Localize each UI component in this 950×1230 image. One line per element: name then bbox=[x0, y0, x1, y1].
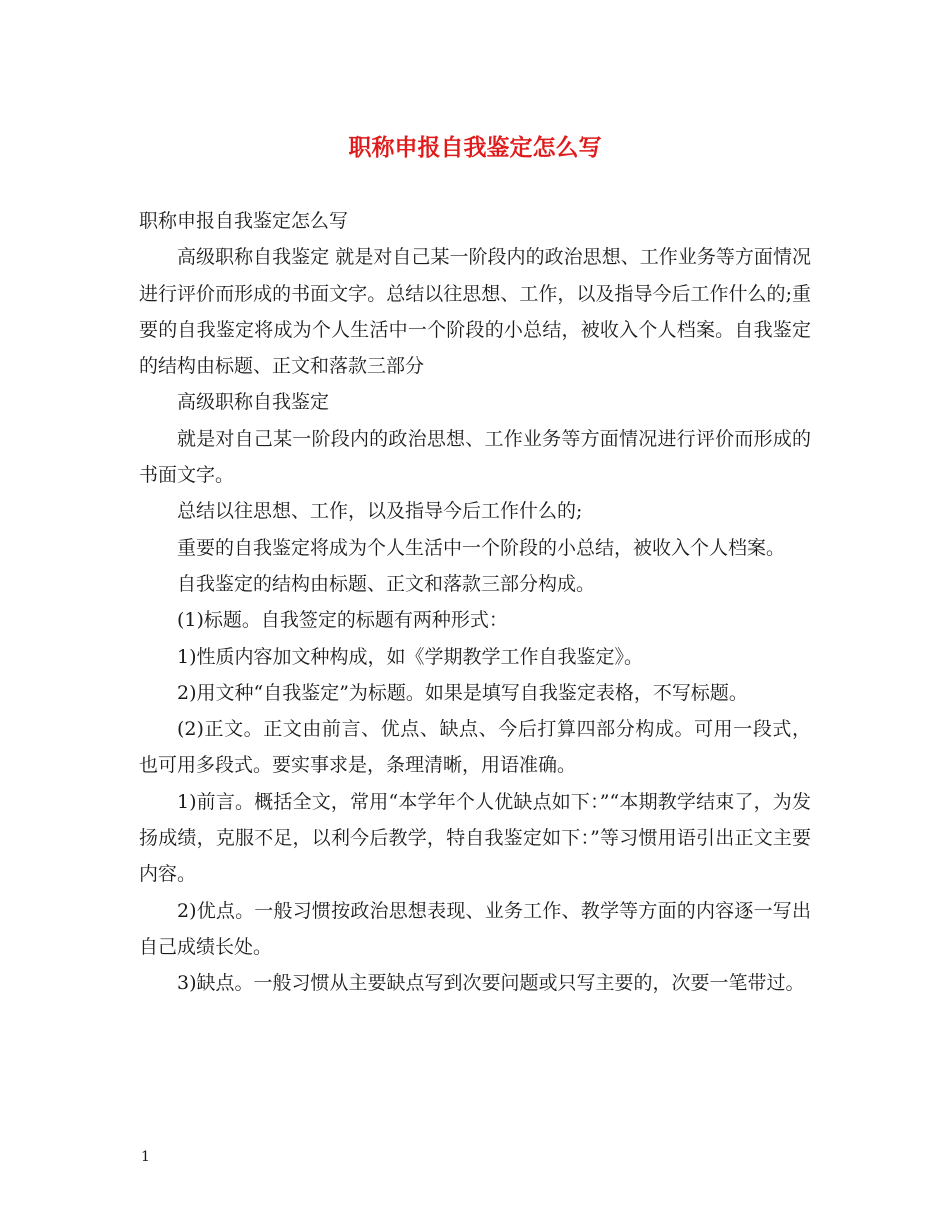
body-paragraph: 就是对自己某一阶段内的政治思想、工作业务等方面情况进行评价而形成的书面文字。 bbox=[139, 427, 811, 487]
body-paragraph: (1)标题。自我签定的标题有两种形式： bbox=[177, 609, 508, 632]
document-title: 职称申报自我鉴定怎么写 bbox=[348, 134, 602, 161]
body-paragraph: 3)缺点。一般习惯从主要缺点写到次要问题或只写主要的，次要一笔带过。 bbox=[177, 972, 805, 995]
body-paragraph: 重要的自我鉴定将成为个人生活中一个阶段的小总结，被收入个人档案。 bbox=[177, 536, 786, 559]
page-number: 1 bbox=[141, 1149, 150, 1165]
body-paragraph: 高级职称自我鉴定 bbox=[177, 391, 330, 414]
body-paragraph: 2)用文种“自我鉴定”为标题。如果是填写自我鉴定表格，不写标题。 bbox=[177, 681, 748, 704]
body-paragraph: 自我鉴定的结构由标题、正文和落款三部分构成。 bbox=[177, 572, 596, 595]
body-paragraph: 总结以往思想、工作，以及指导今后工作什么的; bbox=[177, 500, 583, 523]
body-paragraph: (2)正文。正文由前言、优点、缺点、今后打算四部分构成。可用一段式，也可用多段式。要实事求是，条理清晰，用语准确。 bbox=[139, 718, 811, 777]
body-paragraph: 高级职称自我鉴定 就是对自己某一阶段内的政治思想、工作业务等方面情况进行评价而形成的书面文字。总结以往思想、工作，以及指导今后工作什么的;重要的自我鉴定将成为个人生活中一个阶段的小总结，被收入个人档案。自我鉴定的结构由标题、正文和落款三部分 bbox=[139, 246, 811, 378]
body-paragraph: 1)前言。概括全文，常用“本学年个人优缺点如下：”“本期教学结束了，为发扬成绩，克服不足，以利今后教学，特自我鉴定如下：”等习惯用语引出正文主要内容。 bbox=[139, 790, 811, 886]
body-paragraph: 2)优点。一般习惯按政治思想表现、业务工作、教学等方面的内容逐一写出自己成绩长处。 bbox=[139, 899, 811, 958]
document-body bbox=[139, 203, 811, 1002]
body-paragraph: 职称申报自我鉴定怎么写 bbox=[139, 210, 349, 232]
body-paragraph: 1)性质内容加文种构成，如《学期教学工作自我鉴定》。 bbox=[177, 645, 644, 668]
